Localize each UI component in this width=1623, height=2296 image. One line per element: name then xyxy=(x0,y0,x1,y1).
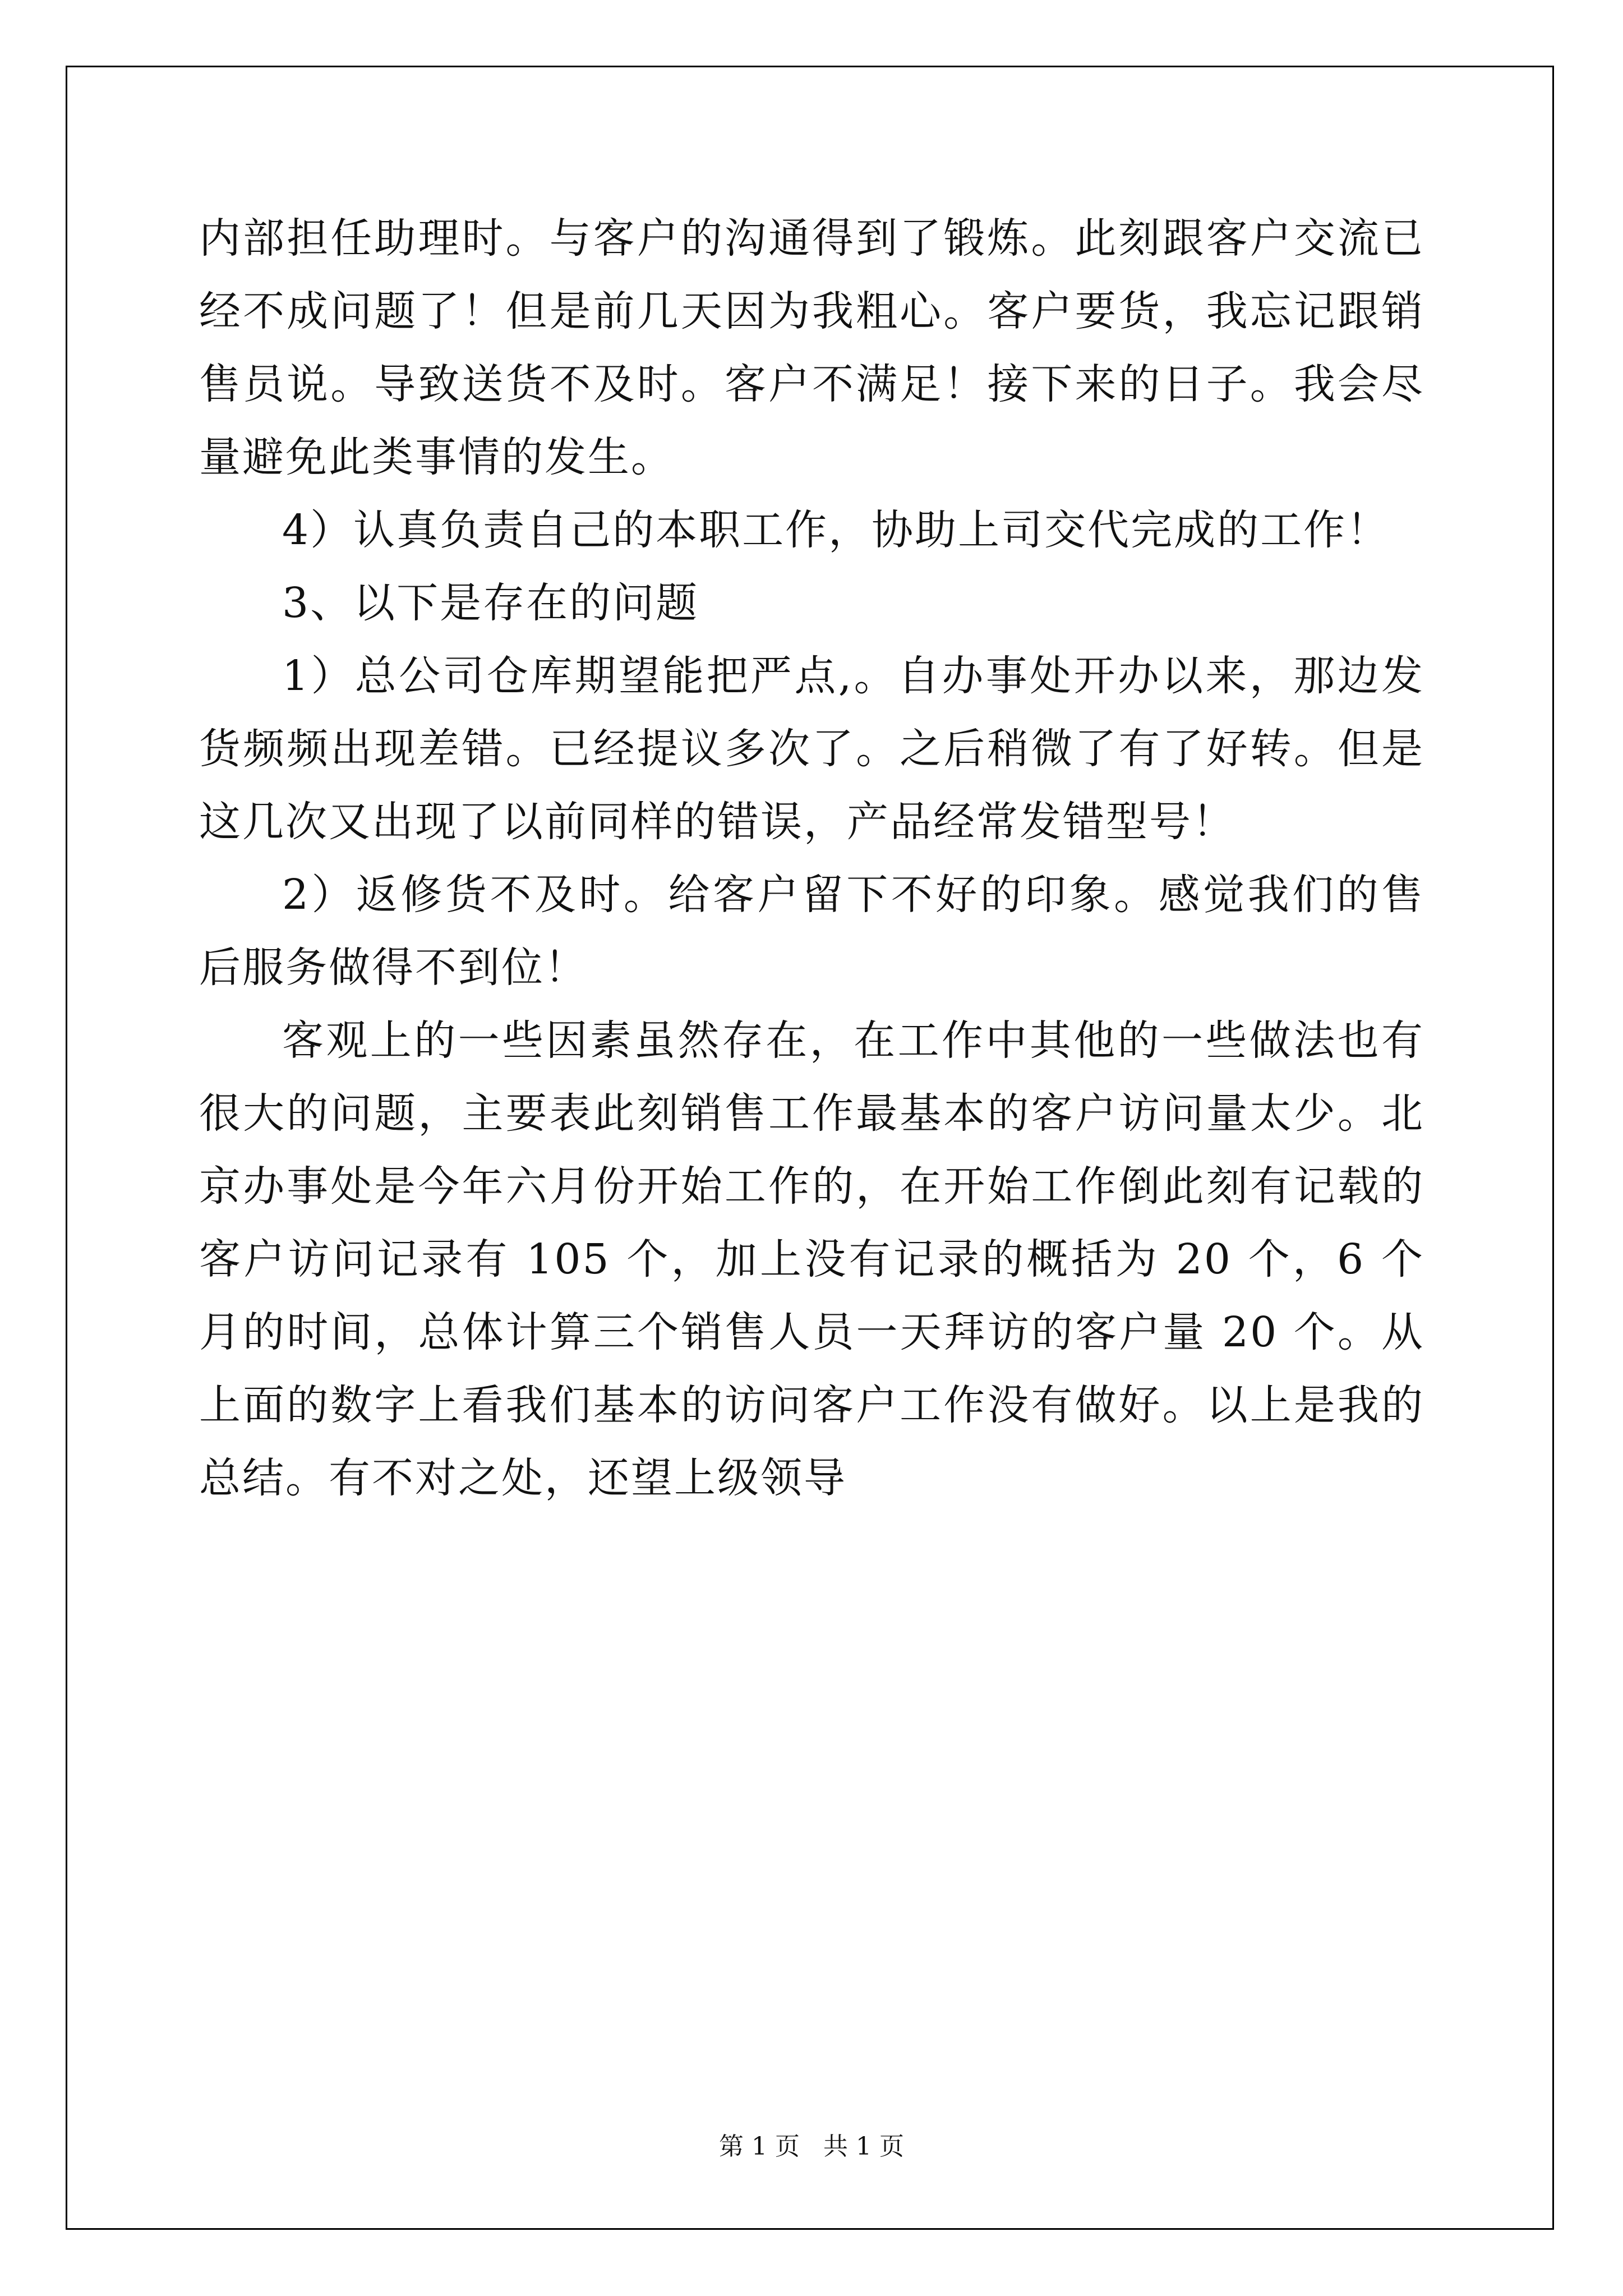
paragraph-4: 1）总公司仓库期望能把严点,。自办事处开办以来，那边发货频频出现差错。已经提议多次了。之后稍微了有了好转。但是这几次又出现了以前同样的错误，产品经常发错型号！ xyxy=(199,652,1424,846)
page-footer: 第 1 页 共 1 页 xyxy=(719,2132,904,2161)
document-body xyxy=(199,202,1424,1515)
paragraph-5: 2）返修货不及时。给客户留下不好的印象。感觉我们的售后服务做得不到位！ xyxy=(199,871,1424,992)
paragraph-6: 客观上的一些因素虽然存在，在工作中其他的一些做法也有很大的问题，主要表此刻销售工作最基本的客户访问量太少。北京办事处是今年六月份开始工作的，在开始工作倒此刻有记载的客户访问记录有 105 个，加上没有记录的概括为 20 个，6 个月的时间，总体计算三个销售人员一天拜访的客户量 20 个。从上面的数字上看我们基本的访问客户工作没有做好。以上是我的总结。有不对之处，还望上级领导 xyxy=(199,1016,1424,1502)
paragraph-2: 4）认真负责自己的本职工作，协助上司交代完成的工作！ xyxy=(282,506,1390,554)
paragraph-1: 内部担任助理时。与客户的沟通得到了锻炼。此刻跟客户交流已经不成问题了！但是前几天因为我粗心。客户要货，我忘记跟销售员说。导致送货不及时。客户不满足！接下来的日子。我会尽量避免此类事情的发生。 xyxy=(199,214,1424,481)
paragraph-3: 3、以下是存在的问题 xyxy=(282,579,699,627)
